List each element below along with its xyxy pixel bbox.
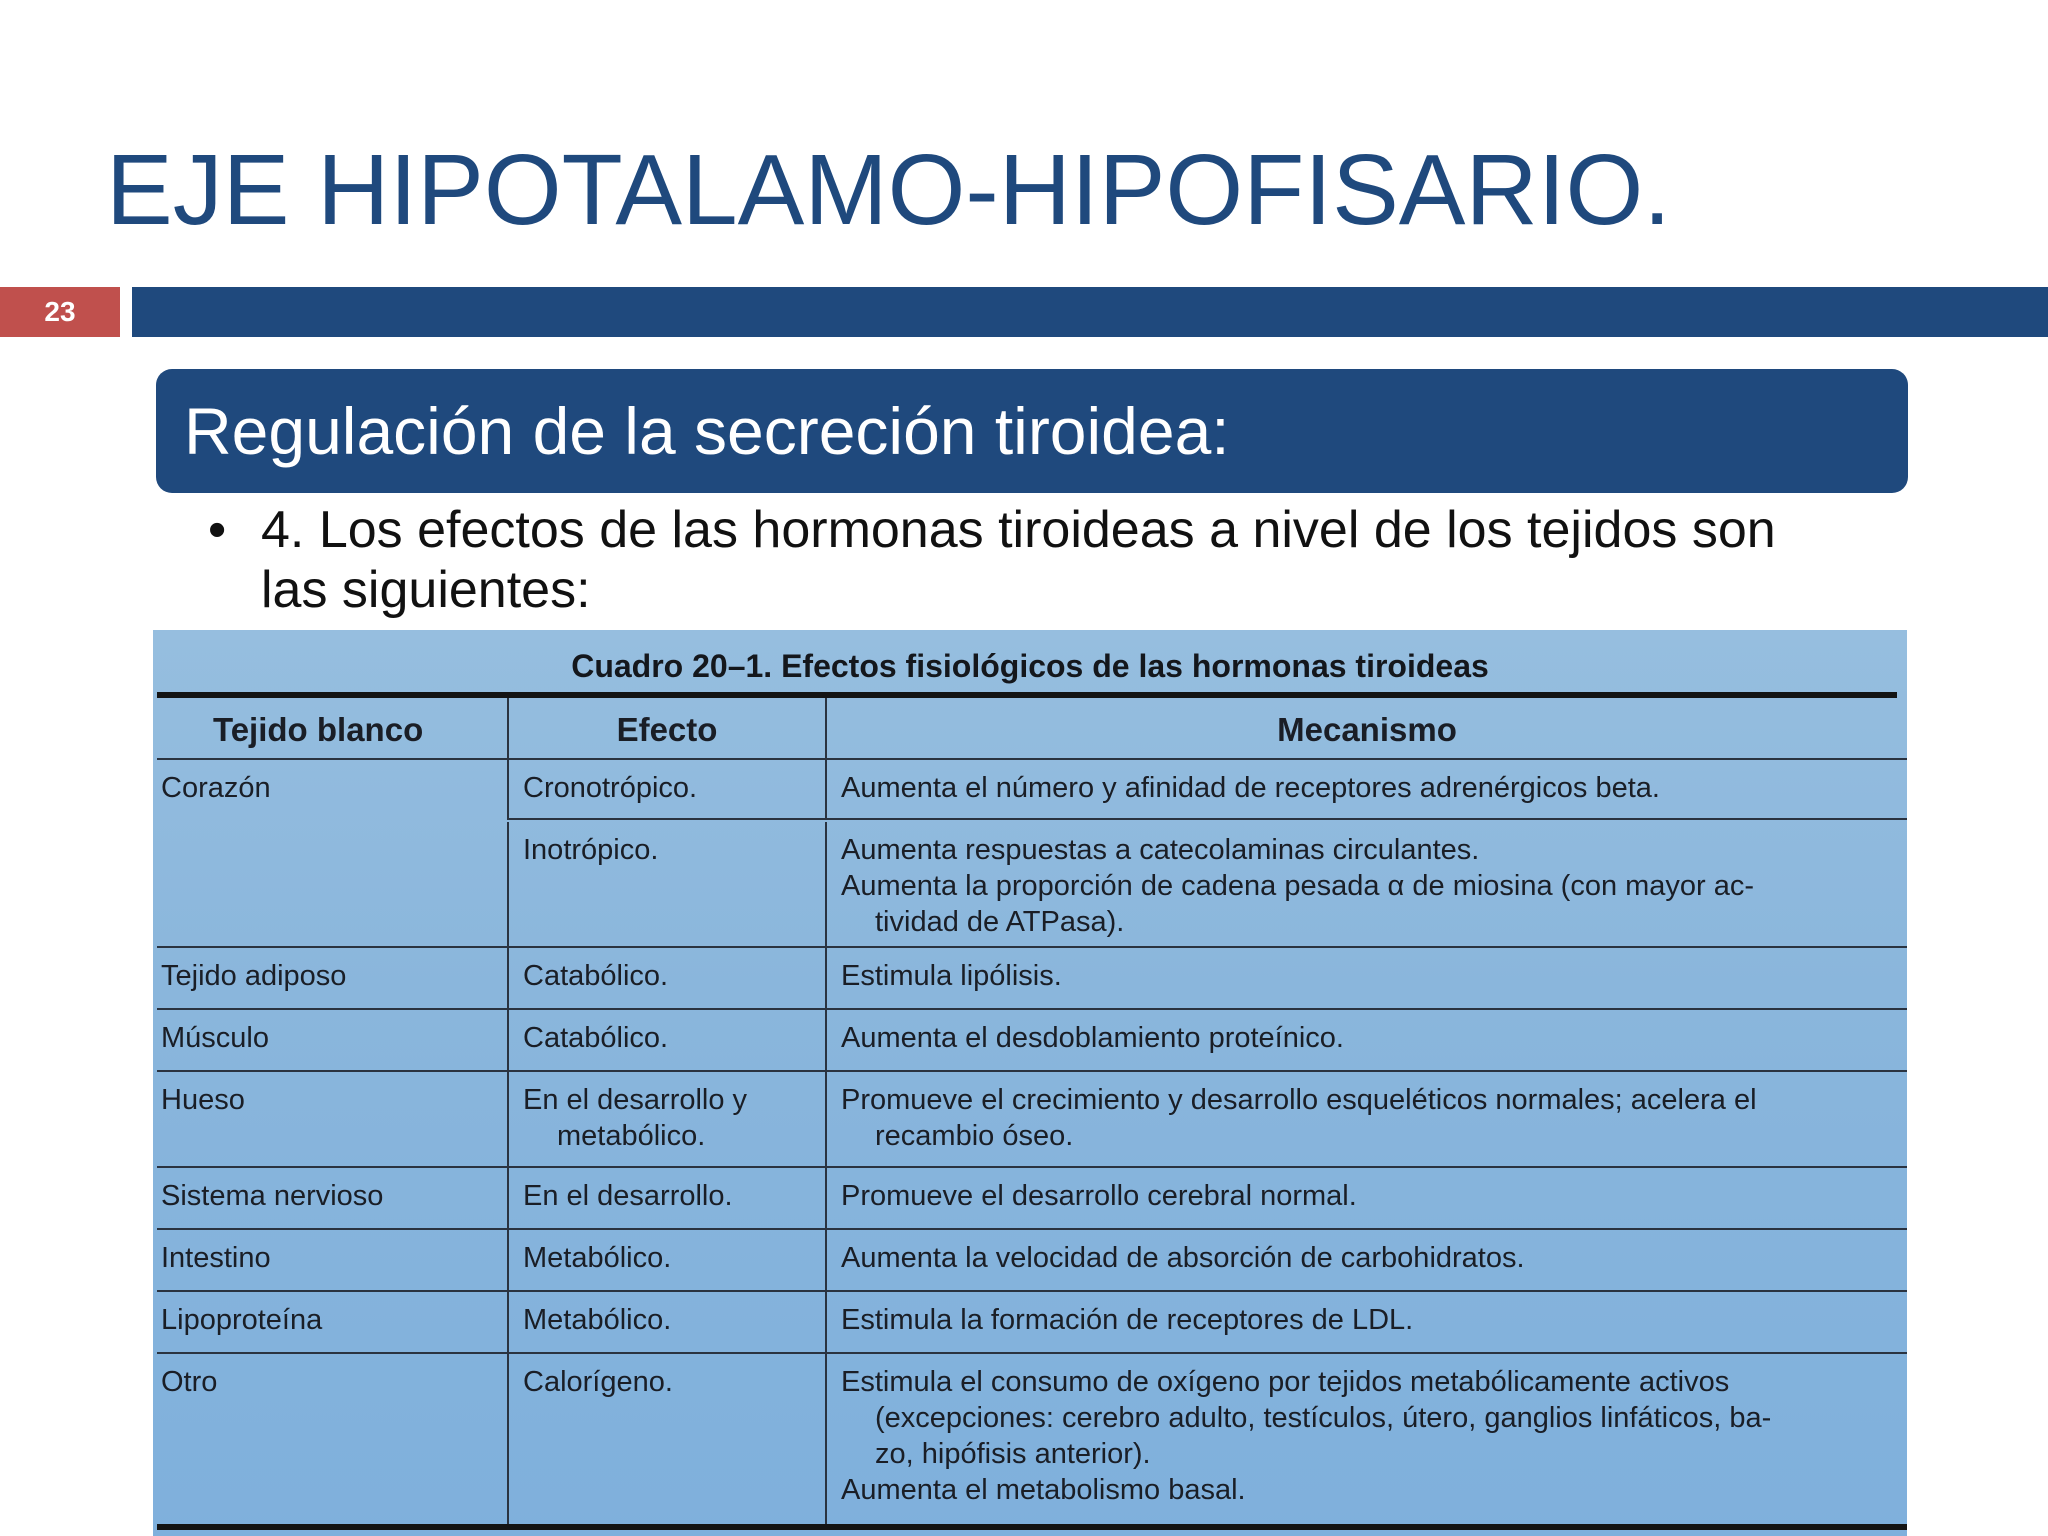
table-row (157, 760, 1907, 820)
table-row (157, 948, 1907, 1010)
slide-title: EJE HIPOTALAMO-HIPOFISARIO. (106, 134, 1672, 246)
effect-cell: Inotrópico. (507, 822, 825, 946)
table-row (157, 1072, 1907, 1168)
tissue-cell: Sistema nervioso (161, 1180, 384, 1212)
tissue-cell: Corazón (161, 772, 271, 804)
tissue-cell: Tejido adiposo (161, 960, 347, 992)
effect-cell: Metabólico. (507, 1230, 825, 1290)
mechanism-line: Aumenta respuestas a catecolaminas circulantes. (841, 834, 1480, 866)
mechanism-line: Promueve el crecimiento y desarrollo esqueléticos normales; acelera el (841, 1084, 1757, 1116)
title-divider-bar (132, 287, 2048, 337)
tissue-cell: Otro (161, 1366, 218, 1398)
mechanism-cell (825, 1168, 1907, 1228)
mechanism-cell (825, 948, 1907, 1008)
effect-line: metabólico. (557, 1120, 706, 1152)
header-mechanism: Mecanismo (825, 698, 1907, 758)
table-row (157, 1010, 1907, 1072)
mechanism-cell (825, 760, 1907, 820)
tissue-cell: Hueso (161, 1084, 245, 1116)
table-caption: Cuadro 20–1. Efectos fisiológicos de las hormonas tiroideas (571, 648, 1489, 684)
mechanism-line: Estimula lipólisis. (841, 960, 1062, 992)
table-row (157, 1292, 1907, 1354)
table-row (157, 1354, 1907, 1530)
effect-cell: Catabólico. (507, 948, 825, 1008)
mechanism-cell (825, 1230, 1907, 1290)
mechanism-cell (825, 1010, 1907, 1070)
bullet-text: 4. Los efectos de las hormonas tiroideas a nivel de los tejidos son las siguientes: (261, 501, 1776, 619)
effect-cell: Catabólico. (507, 1010, 825, 1070)
tissue-cell (157, 822, 507, 946)
effects-table-image (153, 630, 1907, 1536)
subtitle-banner (156, 369, 1908, 493)
mechanism-line: Aumenta la proporción de cadena pesada α de miosina (con mayor ac- (841, 870, 1755, 902)
mechanism-line: Aumenta la velocidad de absorción de carbohidratos. (841, 1242, 1525, 1274)
mechanism-line: (excepciones: cerebro adulto, testículos, útero, ganglios linfáticos, ba- (875, 1402, 1772, 1434)
mechanism-cell (825, 822, 1907, 946)
tissue-cell: Intestino (161, 1242, 271, 1274)
slide-number-badge: 23 (0, 287, 120, 337)
mechanism-line: Aumenta el número y afinidad de receptores adrenérgicos beta. (841, 772, 1660, 804)
mechanism-cell (825, 1292, 1907, 1352)
mechanism-line: Promueve el desarrollo cerebral normal. (841, 1180, 1357, 1212)
table-row (157, 1230, 1907, 1292)
table-header-row (157, 698, 1907, 760)
effect-cell: Calorígeno. (507, 1354, 825, 1524)
tissue-cell: Lipoproteína (161, 1304, 323, 1336)
mechanism-line: recambio óseo. (875, 1120, 1074, 1152)
mechanism-line: Aumenta el metabolismo basal. (841, 1474, 1246, 1506)
effect-cell: Metabólico. (507, 1292, 825, 1352)
mechanism-line: Estimula la formación de receptores de LDL. (841, 1304, 1414, 1336)
effect-line: En el desarrollo y (523, 1084, 748, 1116)
header-tissue: Tejido blanco (213, 711, 424, 748)
effect-cell (507, 1072, 825, 1166)
header-effect: Efecto (507, 698, 825, 758)
bullet-icon: • (208, 501, 227, 559)
mechanism-line: Estimula el consumo de oxígeno por tejidos metabólicamente activos (841, 1366, 1730, 1398)
table-row (157, 1168, 1907, 1230)
table-row (157, 822, 1907, 948)
mechanism-line: Aumenta el desdoblamiento proteínico. (841, 1022, 1344, 1054)
mechanism-cell (825, 1354, 1907, 1524)
effect-cell: Cronotrópico. (507, 760, 825, 820)
mechanism-cell (825, 1072, 1907, 1166)
effect-cell: En el desarrollo. (507, 1168, 825, 1228)
bullet-point (208, 500, 1848, 620)
subtitle-text: Regulación de la secreción tiroidea: (184, 394, 1230, 468)
tissue-cell: Músculo (161, 1022, 269, 1054)
mechanism-line: tividad de ATPasa). (875, 906, 1125, 938)
mechanism-line: zo, hipófisis anterior). (875, 1438, 1151, 1470)
